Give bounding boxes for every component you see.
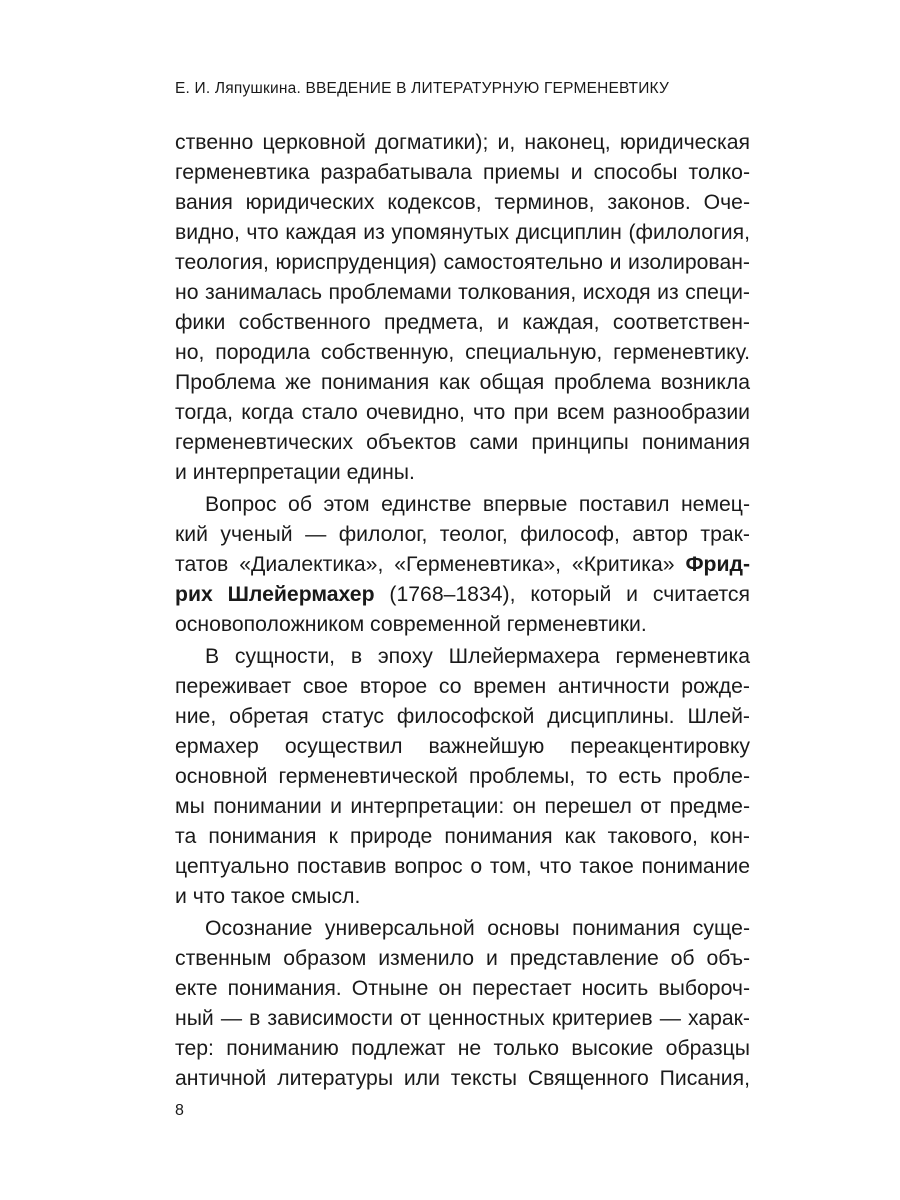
- text-line: ственным образом изменило и представление об объ-: [175, 947, 750, 970]
- text-line: герменевтика разрабатывала приемы и способы толко-: [175, 161, 750, 184]
- text-line: античной литературы или тексты Священного Писания,: [175, 1067, 750, 1090]
- text-line: цептуально поставив вопрос о том, что такое понимание: [175, 855, 750, 878]
- text-line: Осознание универсальной основы понимания суще-: [205, 917, 750, 940]
- text-line: теология, юриспруденция) самостоятельно и изолирован-: [175, 251, 750, 274]
- text-line: видно, что каждая из упомянутых дисциплин (филология,: [175, 221, 750, 244]
- text-line: тер: пониманию подлежат не только высокие образцы: [175, 1037, 750, 1060]
- text-line: фики собственного предмета, и каждая, соответствен-: [175, 311, 750, 334]
- page-number: 8: [175, 1102, 184, 1119]
- body-text: [175, 128, 750, 1094]
- text-line: переживает свое второе со времен античности рожде-: [175, 675, 750, 698]
- text-line: та понимания к природе понимания как такового, кон-: [175, 825, 750, 848]
- text-line: В сущности, в эпоху Шлейермахера герменевтика: [205, 645, 750, 668]
- text-line: но, породила собственную, специальную, герменевтику.: [175, 341, 750, 364]
- text-line: основоположником современной герменевтики.: [175, 613, 647, 636]
- text-line: тогда, когда стало очевидно, что при всем разнообразии: [175, 401, 750, 424]
- text-line: екте понимания. Отныне он перестает носить выбороч-: [175, 977, 750, 1000]
- text-line: и что такое смысл.: [175, 885, 361, 908]
- text-segment: (1768–1834), который и считается: [374, 583, 750, 606]
- text-line: герменевтических объектов сами принципы понимания: [175, 431, 750, 454]
- running-head: Е. И. Ляпушкина. ВВЕДЕНИЕ В ЛИТЕРАТУРНУЮ ГЕРМЕНЕВТИКУ: [175, 80, 669, 97]
- text-segment: татов «Диалектика», «Герменевтика», «Критика»: [175, 553, 686, 576]
- text-line: Вопрос об этом единстве впервые поставил немец-: [205, 493, 750, 516]
- text-line: кий ученый — филолог, теолог, философ, автор трак-: [175, 523, 750, 546]
- text-line: ермахер осуществил важнейшую переакцентировку: [175, 735, 750, 758]
- text-line: ние, обретая статус философской дисциплины. Шлей-: [175, 705, 750, 728]
- text-line: ственно церковной догматики); и, наконец, юридическая: [175, 131, 750, 154]
- text-line: [175, 580, 750, 610]
- text-line: основной герменевтической проблемы, то есть пробле-: [175, 765, 750, 788]
- name-emphasis: Фрид-: [685, 553, 750, 576]
- text-line: вания юридических кодексов, терминов, законов. Оче-: [175, 191, 750, 214]
- text-line: [175, 550, 750, 580]
- text-line: Проблема же понимания как общая проблема возникла: [175, 371, 750, 394]
- text-line: ный — в зависимости от ценностных критериев — харак-: [175, 1007, 750, 1030]
- text-line: но занималась проблемами толкования, исходя из специ-: [175, 281, 750, 304]
- text-line: мы понимании и интерпретации: он перешел от предме-: [175, 795, 750, 818]
- name-emphasis: рих Шлейермахер: [175, 583, 375, 606]
- text-line: и интерпретации едины.: [175, 461, 415, 484]
